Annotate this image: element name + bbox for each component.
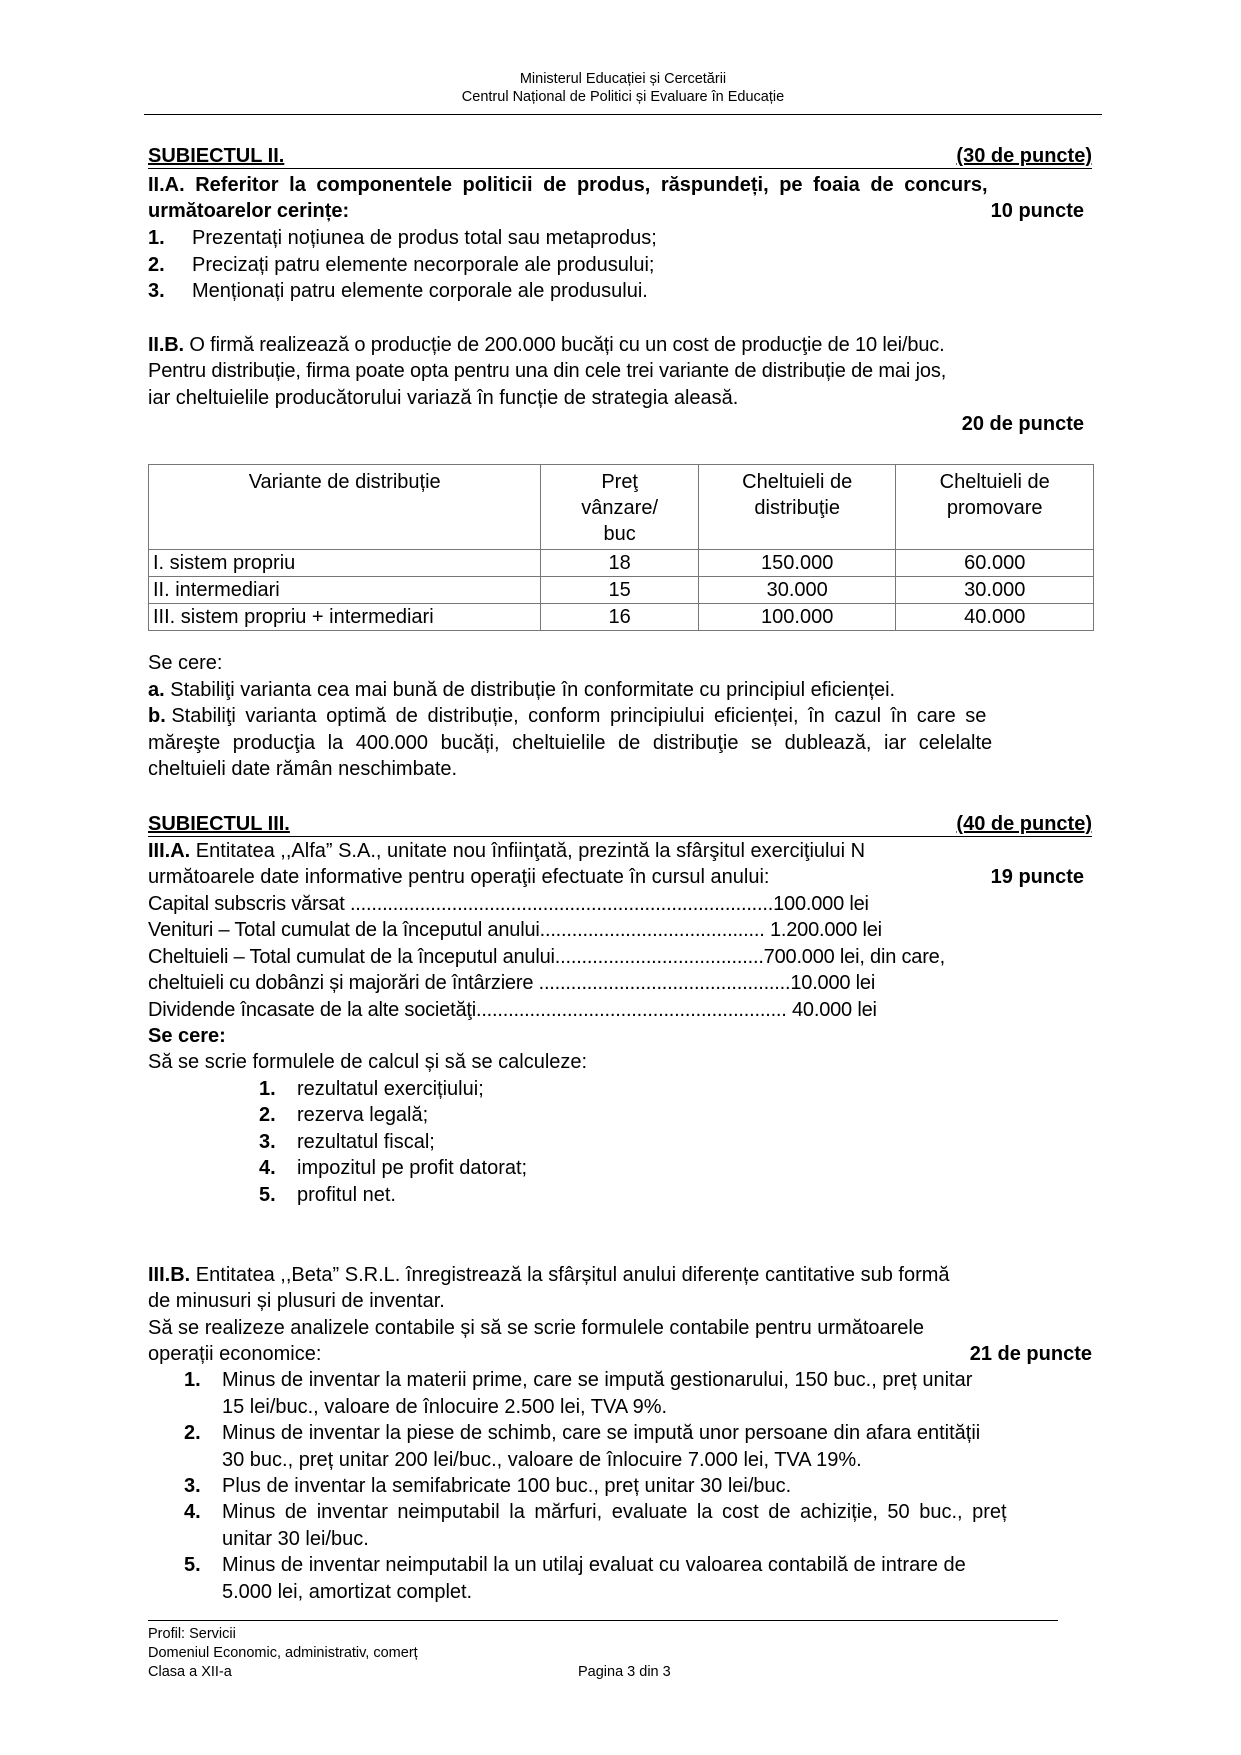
table-header-row — [149, 465, 1094, 550]
item-number: 2. — [148, 254, 165, 276]
item-text: Minus de inventar la materii prime, care se impută gestionarului, 150 buc., preț unitar — [222, 1369, 973, 1391]
item-number: 1. — [184, 1369, 201, 1391]
subject-3a-item — [259, 1155, 1203, 1182]
subject-3b-item — [184, 1473, 1128, 1500]
table-header-cell — [896, 465, 1094, 550]
item-text: rezultatul fiscal; — [297, 1131, 435, 1153]
requirement-text: Stabiliţi varianta cea mai bună de distribuție în conformitate cu principiul eficienței. — [170, 679, 896, 701]
item-text: rezerva legală; — [297, 1104, 429, 1126]
data-line: Cheltuieli – Total cumulat de la începutul anului.......................................700.000 lei, din care, — [148, 946, 945, 968]
subject-2-title: SUBIECTUL II. — [148, 145, 285, 167]
subject-2b-line2: Pentru distribuție, firma poate opta pentru una din cele trei variante de distribuție de mai jos, — [148, 360, 947, 382]
subject-3b-text4: operații economice: — [148, 1343, 322, 1365]
subject-3b-line4 — [148, 1341, 1092, 1368]
item-text: rezultatul exercițiului; — [297, 1078, 484, 1100]
subject-3a-item — [259, 1129, 1203, 1156]
subject-3-points: (40 de puncte) — [956, 813, 1092, 835]
subject-3a-text2: următoarele date informative pentru operaţii efectuate în cursul anului: — [148, 866, 770, 888]
requirement-b-line1 — [148, 703, 1092, 730]
table-cell: 150.000 — [698, 550, 896, 577]
distribution-table — [148, 464, 1094, 631]
subject-3b-line3: Să se realizeze analizele contabile și să se scrie formulele contabile pentru următoarele — [148, 1317, 924, 1339]
item-number: 5. — [259, 1184, 276, 1206]
subject-2b-line1 — [148, 332, 1092, 359]
subject-3a-se-cere: Se cere: — [148, 1025, 226, 1047]
table-cell: II. intermediari — [149, 577, 541, 604]
table-row — [149, 550, 1094, 577]
subject-3b-item — [184, 1499, 1128, 1526]
item-number: 1. — [148, 227, 165, 249]
subject-3b-line1 — [148, 1262, 1092, 1289]
item-number: 2. — [184, 1422, 201, 1444]
header-text: Preţ vânzare/ buc — [581, 471, 659, 545]
item-number: 2. — [259, 1104, 276, 1126]
item-text: Minus de inventar neimputabil la mărfuri, evaluate la cost de achiziție, 50 buc., preț — [222, 1501, 1007, 1523]
table-header-cell — [541, 465, 699, 550]
subject-2a-label: II.A. — [148, 174, 185, 196]
table-cell: 15 — [541, 577, 699, 604]
subject-3b-label: III.B. — [148, 1264, 191, 1286]
subject-2b-points: 20 de puncte — [961, 413, 1084, 435]
subject-2a-intro-line2 — [148, 198, 1084, 225]
subject-2b-label: II.B. — [148, 334, 184, 356]
footer-divider — [148, 1620, 1058, 1621]
header-text: Cheltuieli de promovare — [939, 471, 1050, 519]
subject-2-points: (30 de puncte) — [956, 145, 1092, 167]
subject-3a-item — [259, 1182, 1203, 1209]
item-text: profitul net. — [297, 1184, 396, 1206]
requirement-a — [148, 677, 1092, 704]
header-divider — [144, 114, 1102, 115]
requirement-b-line3: cheltuieli date rămân neschimbate. — [148, 758, 458, 780]
requirement-label: b. — [148, 705, 166, 727]
subject-3b-line2: de minusuri și plusuri de inventar. — [148, 1290, 445, 1312]
table-row — [149, 577, 1094, 604]
item-number: 3. — [184, 1475, 201, 1497]
header-ministry: Ministerul Educației și Cercetării — [519, 71, 727, 87]
subject-3b-item-cont: 30 buc., preț unitar 200 lei/buc., valoare de înlocuire 7.000 lei, TVA 19%. — [222, 1449, 862, 1471]
subject-3a-label: III.A. — [148, 840, 191, 862]
subject-3a-points: 19 puncte — [990, 866, 1084, 888]
subject-3b-item — [184, 1367, 1128, 1394]
subject-2a-item — [148, 225, 1092, 252]
data-line: cheltuieli cu dobânzi și majorări de întârziere ...............................................10.000 lei — [148, 972, 876, 994]
item-number: 4. — [259, 1157, 276, 1179]
subject-3a-item — [259, 1076, 1203, 1103]
subject-3-heading — [148, 812, 1092, 837]
requirement-text: Stabiliţi varianta optimă de distribuție, conform principiului eficienței, în cazul în care se — [171, 705, 987, 727]
subject-2a-intro-text: Referitor la componentele politicii de produs, răspundeți, pe foaia de concurs, — [195, 174, 988, 196]
footer-profile: Profil: Servicii — [148, 1626, 236, 1642]
item-text: Prezentați noțiunea de produs total sau metaprodus; — [192, 227, 657, 249]
table-cell: 16 — [541, 604, 699, 631]
table-cell: 60.000 — [896, 550, 1094, 577]
table-cell: 100.000 — [698, 604, 896, 631]
subject-3a-item — [259, 1102, 1203, 1129]
subject-2a-item — [148, 278, 1092, 305]
item-number: 1. — [259, 1078, 276, 1100]
item-number: 5. — [184, 1554, 201, 1576]
footer-domain: Domeniul Economic, administrativ, comerț — [148, 1645, 418, 1661]
subject-3b-item-cont: unitar 30 lei/buc. — [222, 1528, 369, 1550]
table-cell: 30.000 — [698, 577, 896, 604]
requirement-b-line2: măreşte producţia la 400.000 bucăți, cheltuielile de distribuţie se dublează, iar celelalte — [148, 732, 993, 754]
table-header-cell — [698, 465, 896, 550]
item-text: impozitul pe profit datorat; — [297, 1157, 528, 1179]
subject-2b-line3: iar cheltuielile producătorului variază în funcție de strategia aleasă. — [148, 387, 739, 409]
table-cell: III. sistem propriu + intermediari — [149, 604, 541, 631]
subject-3b-item — [184, 1420, 1128, 1447]
requirement-label: a. — [148, 679, 165, 701]
subject-2a-points: 10 puncte — [990, 200, 1084, 222]
subject-3a-line2 — [148, 864, 1084, 891]
subject-3b-text: Entitatea ,,Beta” S.R.L. înregistrează la sfârșitul anului diferențe cantitative sub formă — [195, 1264, 950, 1286]
subject-3b-item-cont: 5.000 lei, amortizat complet. — [222, 1581, 473, 1603]
subject-2b-se-cere: Se cere: — [148, 652, 223, 674]
subject-3a-instruction: Să se scrie formulele de calcul și să se calculeze: — [148, 1051, 588, 1073]
footer-page-number: Pagina 3 din 3 — [578, 1664, 671, 1680]
subject-3b-item-cont: 15 lei/buc., valoare de înlocuire 2.500 lei, TVA 9%. — [222, 1396, 668, 1418]
table-cell: 18 — [541, 550, 699, 577]
item-number: 3. — [148, 280, 165, 302]
table-row — [149, 604, 1094, 631]
subject-2a-intro-line1 — [148, 172, 1092, 199]
data-line: Capital subscris vărsat ...............................................................................100.000 lei — [148, 893, 869, 915]
header-text: Cheltuieli de distribuţie — [742, 471, 853, 519]
item-text: Plus de inventar la semifabricate 100 buc., preț unitar 30 lei/buc. — [222, 1475, 792, 1497]
subject-3b-item — [184, 1552, 1128, 1579]
subject-2-heading — [148, 144, 1092, 169]
data-line: Venituri – Total cumulat de la începutul anului.......................................... 1.200.000 lei — [148, 919, 882, 941]
subject-3b-points: 21 de puncte — [969, 1343, 1092, 1365]
item-text: Minus de inventar neimputabil la un utilaj evaluat cu valoarea contabilă de intrare de — [222, 1554, 966, 1576]
item-number: 3. — [259, 1131, 276, 1153]
table-header-cell: Variante de distribuție — [149, 465, 541, 550]
subject-3a-text: Entitatea ,,Alfa” S.A., unitate nou înfiinţată, prezintă la sfârşitul exerciţiului N — [195, 840, 866, 862]
table-cell: 30.000 — [896, 577, 1094, 604]
subject-2a-item — [148, 252, 1092, 279]
subject-3a-line1 — [148, 838, 1092, 865]
item-number: 4. — [184, 1501, 201, 1523]
data-line: Dividende încasate de la alte societăţi.......................................................... 40.000 lei — [148, 999, 877, 1021]
item-text: Minus de inventar la piese de schimb, care se impută unor persoane din afara entității — [222, 1422, 981, 1444]
item-text: Precizați patru elemente necorporale ale produsului; — [192, 254, 655, 276]
subject-2a-intro-text2: următoarelor cerințe: — [148, 200, 350, 222]
table-cell: I. sistem propriu — [149, 550, 541, 577]
header-center: Centrul Național de Politici și Evaluare în Educație — [461, 89, 785, 105]
subject-2b-text: O firmă realizează o producție de 200.000 bucăți cu un cost de producţie de 10 lei/buc. — [189, 334, 945, 356]
footer-class: Clasa a XII-a — [148, 1664, 232, 1680]
subject-3-title: SUBIECTUL III. — [148, 813, 290, 835]
item-text: Menționați patru elemente corporale ale produsului. — [192, 280, 648, 302]
table-cell: 40.000 — [896, 604, 1094, 631]
